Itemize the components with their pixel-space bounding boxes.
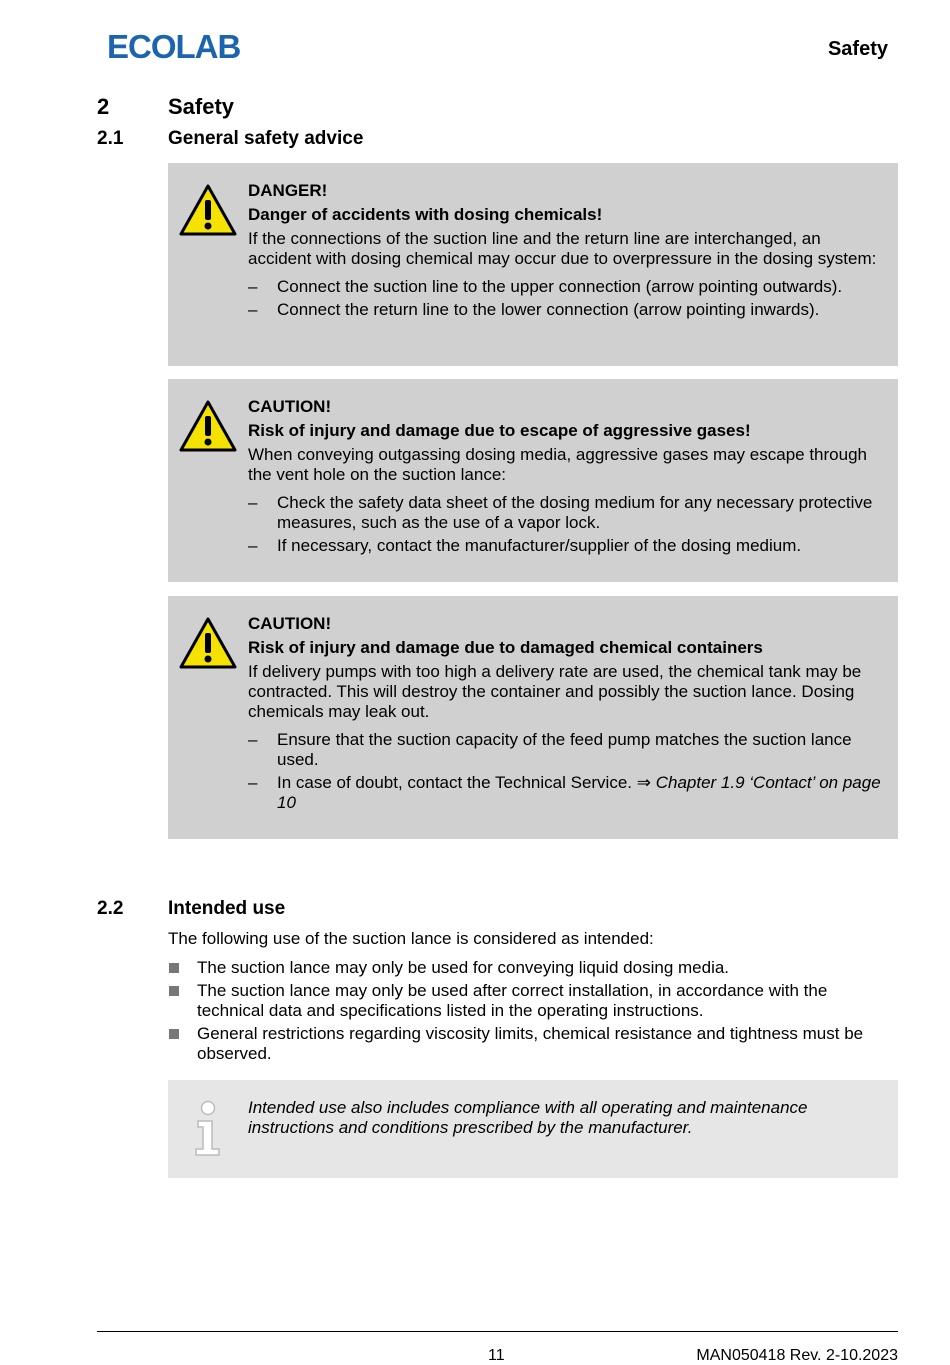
list-item — [168, 1024, 893, 1064]
document-id: MAN050418 Rev. 2-10.2023 — [696, 1347, 898, 1364]
danger-item: – Connect the suction line to the upper connection (arrow pointing outwards). — [248, 277, 884, 297]
square-bullet-icon — [169, 986, 179, 996]
list-item-text: General restrictions regarding viscosity limits, chemical resistance and tightness must be observed. — [197, 1024, 864, 1063]
section-2-2-title: Intended use — [168, 898, 286, 919]
intended-use-intro: The following use of the suction lance is considered as intended: — [168, 929, 654, 948]
list-item — [168, 958, 893, 978]
caution-box-gases — [168, 379, 898, 582]
caution-item: – Check the safety data sheet of the dosing medium for any necessary protective measures, such as the use of a vapor lock. — [248, 493, 884, 533]
list-item — [168, 981, 893, 1021]
danger-signal-word: DANGER! — [248, 181, 328, 200]
chapter-reference-link[interactable]: ⇒ Chapter 1.9 ‘Contact’ on page 10 — [277, 773, 881, 812]
heading1-title: Safety — [168, 94, 235, 119]
caution-item-contact — [248, 773, 884, 813]
caution-item: – Ensure that the suction capacity of the feed pump matches the suction lance used. — [248, 730, 884, 770]
caution-description: If delivery pumps with too high a delivery rate are used, the chemical tank may be contracted. This will destroy the container and possibly the suction lance. Dosing chemicals may leak out. — [248, 662, 862, 721]
section-2-1-title: General safety advice — [168, 128, 364, 149]
logo-text: ECOLAB — [107, 28, 241, 62]
caution-item-text: In case of doubt, contact the Technical Service. — [277, 773, 633, 792]
square-bullet-icon — [169, 963, 179, 973]
caution-item: – If necessary, contact the manufacturer/supplier of the dosing medium. — [248, 536, 884, 556]
page-number: 11 — [488, 1347, 505, 1364]
info-text: Intended use also includes compliance with all operating and maintenance instructions and conditions prescribed by the manufacturer. — [248, 1098, 808, 1137]
warning-triangle-icon — [178, 399, 238, 453]
info-icon — [192, 1100, 224, 1158]
info-box — [168, 1080, 898, 1178]
list-item-text: The suction lance may only be used after correct installation, in accordance with the technical data and specifications listed in the operating instructions. — [197, 981, 828, 1020]
danger-description: If the connections of the suction line and the return line are interchanged, an accident with dosing chemical may occur due to overpressure in the dosing system: — [248, 229, 877, 268]
header-section-title: Safety — [827, 38, 888, 60]
list-item-text: The suction lance may only be used for conveying liquid dosing media. — [197, 958, 730, 977]
danger-box — [168, 163, 898, 366]
caution-signal-word: CAUTION! — [248, 397, 332, 416]
heading1-number: 2 — [97, 94, 110, 119]
caution-description: When conveying outgassing dosing media, aggressive gases may escape through the vent hole on the suction lance: — [248, 445, 867, 484]
caution-title: Risk of injury and damage due to escape of aggressive gases! — [248, 421, 751, 440]
intended-use-list — [168, 958, 893, 1067]
warning-triangle-icon — [178, 616, 238, 670]
ecolab-logo — [107, 28, 257, 62]
danger-item: – Connect the return line to the lower connection (arrow pointing inwards). — [248, 300, 884, 320]
caution-title: Risk of injury and damage due to damaged chemical containers — [248, 638, 763, 657]
section-2-2-number: 2.2 — [97, 898, 124, 919]
warning-triangle-icon — [178, 183, 238, 237]
section-2-1-number: 2.1 — [97, 128, 124, 149]
caution-signal-word: CAUTION! — [248, 614, 332, 633]
caution-box-containers — [168, 596, 898, 839]
square-bullet-icon — [169, 1029, 179, 1039]
danger-title: Danger of accidents with dosing chemicals! — [248, 205, 603, 224]
footer-divider — [97, 1331, 898, 1332]
